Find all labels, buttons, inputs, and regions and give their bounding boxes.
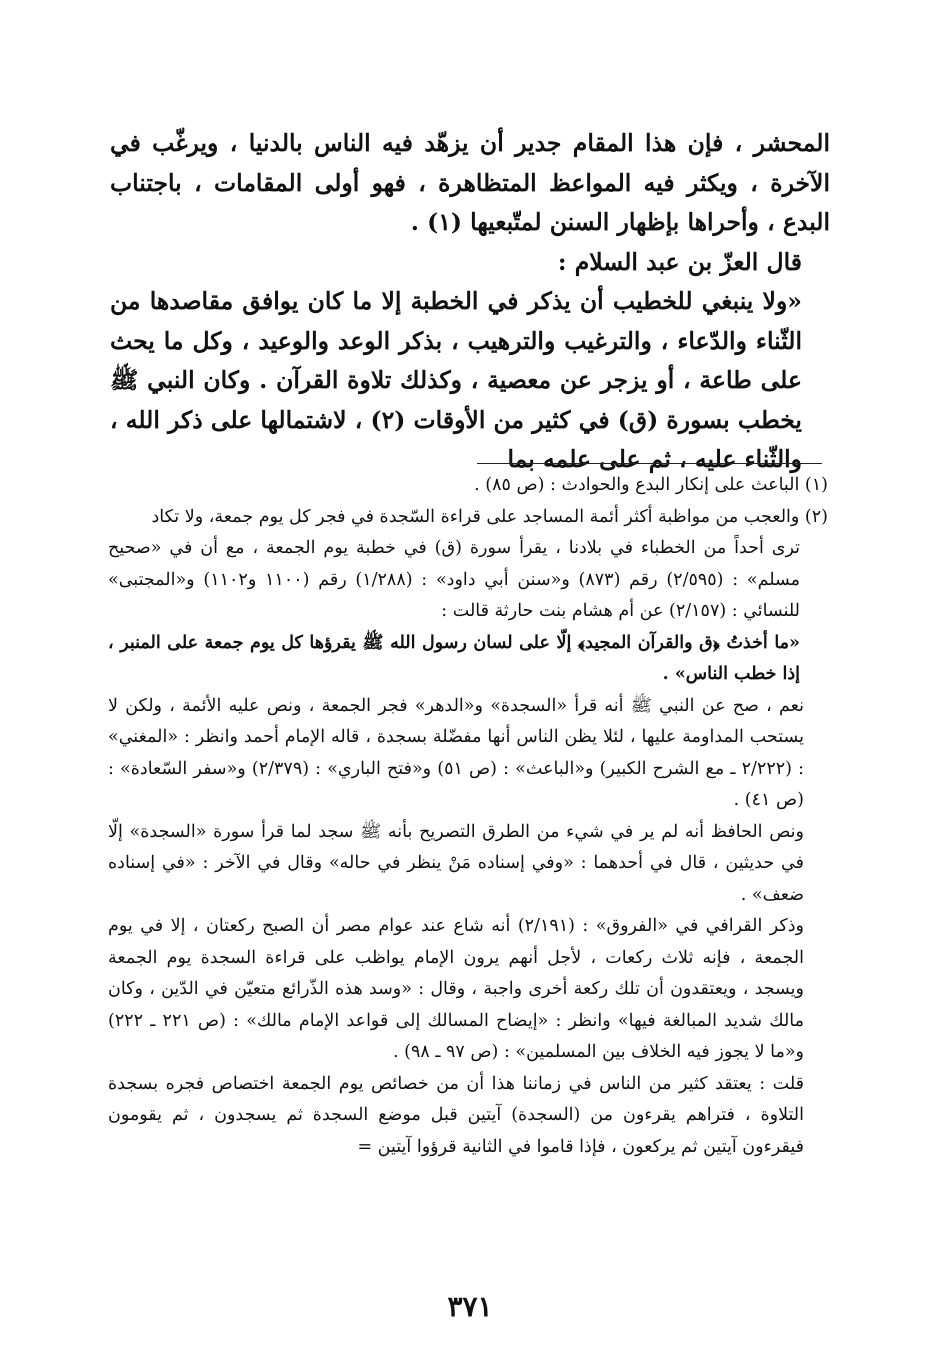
page-number: ٣٧١ (447, 1290, 493, 1323)
footnote-paragraph: قلت : يعتقد كثير من الناس في زماننا هذا أن من خصائص يوم الجمعة اختصاص فجره بسجدة التلاوة ، فتراهم يقرءون من (السجدة) آيتين قبل موضع السجدة ثم يسجدون ، ثم يقومون فيقرءون آيتين ثم يركعون ، فإذا قاموا في الثانية قرؤوا آيتين = (108, 1073, 804, 1157)
footnote-paragraph: وذكر القرافي في «الفروق» : (٢/١٩١) أنه شاع عند عوام مصر أن الصبح ركعتان ، إلا في يوم الجمعة ، فإنه ثلاث ركعات ، لأجل أنهم يرون الإمام يواظب على قراءة السجدة يوم الجمعة ويسجد ، ويعتقدون أن تلك ركعة أخرى واجبة ، وقال : «وسد هذه الذّرائع متعيّن في الدّين ، وكان مالك شديد المبالغة فيها» وانظر : «إيضاح المسالك إلى قواعد الإمام مالك» : (ص ٢٢١ ـ ٢٢٢) و«ما لا يجوز فيه الخلاف بين المسلمين» : (ص ٩٧ ـ ٩٨) . (108, 916, 804, 1062)
footnote-2: (٢) والعجب من مواظبة أكثر أئمة المساجد على قراءة السّجدة في فجر كل يوم جمعة، ولا تكاد (151, 506, 828, 527)
footnote-1: (١) الباعث على إنكار البدع والحوادث : (ص ٨٥) . (474, 475, 828, 495)
footnote-separator (477, 463, 822, 464)
footnote-2-continuation: ترى أحداً من الخطباء في بلادنا ، يقرأ سورة (ق) في خطبة يوم الجمعة ، مع أن في «صحيح مسلم» : (٢/٥٩٥) رقم (٨٧٣) و«سنن أبي داود» : (١/٢٨٨) رقم (١١٠٠ و١١٠٢) و«المجتبى» للنسائي : (٢/١٥٧) عن أم هشام بنت حارثة قالت : (108, 538, 801, 621)
main-paragraph-3: «ولا ينبغي للخطيب أن يذكر في الخطبة إلا ما كان يوافق مقاصدها من الثّناء والدّعاء ، والترغيب والترهيب ، بذكر الوعد والوعيد ، وكل ما يحث على طاعة ، أو يزجر عن معصية ، وكذلك تلاوة القرآن . وكان النبي ﷺ يخطب بسورة (ق) في كثير من الأوقات (٢) ، لاشتمالها على ذكر الله ، والثّناء عليه ، ثم على علمه بما (110, 287, 802, 473)
footnote-hadith-quote: «ما أخذتُ ﴿ق والقرآن المجيد﴾ إلّا على لسان رسول الله ﷺ يقرؤها كل يوم جمعة على المنبر ، إذا خطب الناس» . (108, 632, 800, 684)
main-paragraph-1: المحشر ، فإن هذا المقام جدير أن يزهّد فيه الناس بالدنيا ، ويرغّب في الآخرة ، ويكثر فيه المواعظ المتظاهرة ، فهو أولى المقامات ، باجتناب البدع ، وأحراها بإظهار السنن لمتّبعيها (١) . (110, 129, 830, 236)
main-text (110, 124, 830, 480)
footnote-paragraph: ونص الحافظ أنه لم ير في شيء من الطرق التصريح بأنه ﷺ سجد لما قرأ سورة «السجدة» إلّا في حديثين ، قال في أحدهما : «وفي إسناده مَنْ ينظر في حاله» وقال في الآخر : «في إسناده ضعف» . (108, 821, 804, 905)
footnotes (108, 470, 828, 1163)
main-paragraph-2: قال العزّ بن عبد السلام : (557, 247, 802, 276)
footnote-paragraph: نعم ، صح عن النبي ﷺ أنه قرأ «السجدة» و«الدهر» فجر الجمعة ، ونص عليه الأئمة ، ولكن لا يستحب المداومة عليها ، لئلا يظن الناس أنها مفضّلة بسجدة ، قاله الإمام أحمد وانظر : «المغني» : (٢/٢٢٢ ـ مع الشرح الكبير) و«الباعث» : (ص ٥١) و«فتح الباري» : (٢/٣٧٩) و«سفر السّعادة» : (ص ٤١) . (108, 695, 804, 810)
